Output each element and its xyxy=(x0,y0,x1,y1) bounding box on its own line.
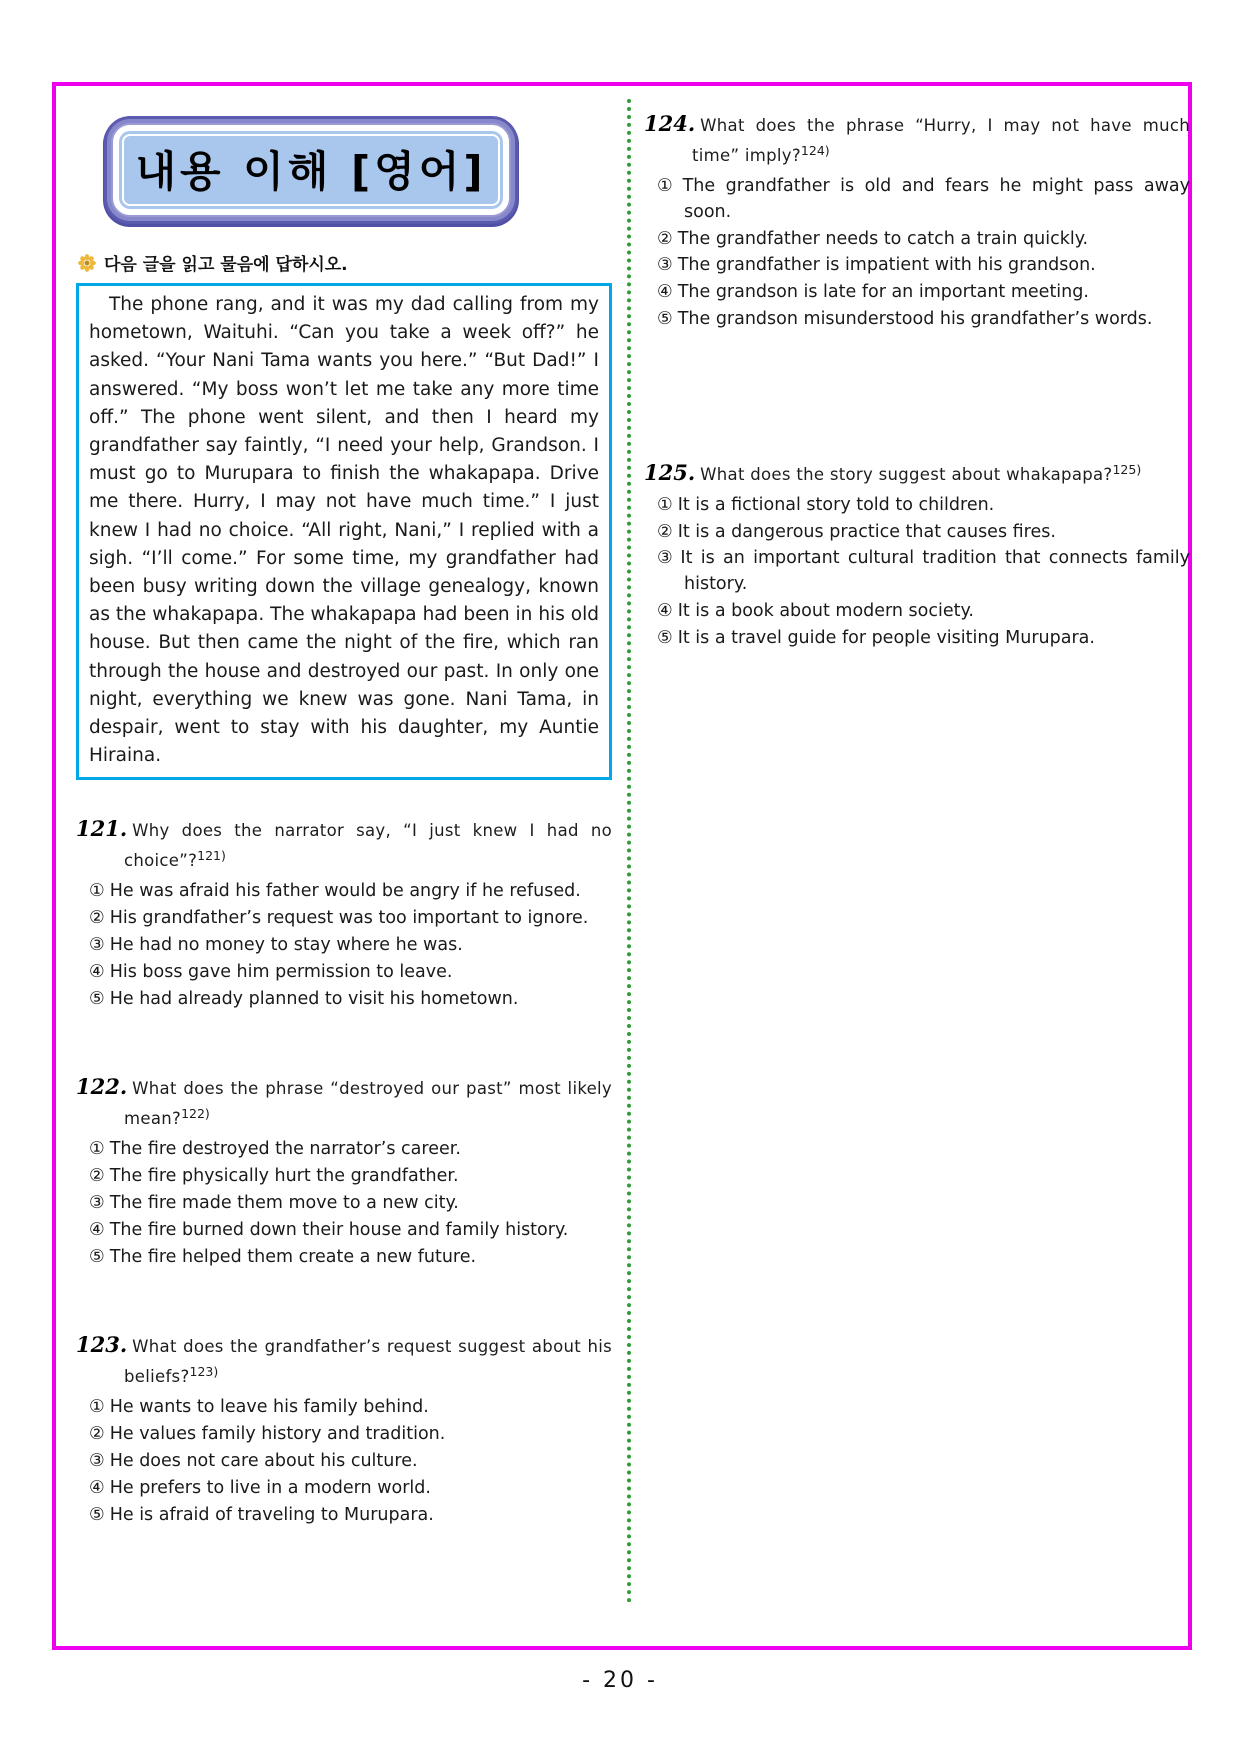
option-marker: ④ xyxy=(657,600,673,621)
question-121-options xyxy=(76,879,612,1012)
option-marker: ② xyxy=(657,521,673,542)
option-text: His grandfather’s request was too important to ignore. xyxy=(109,908,589,929)
title-box-fill xyxy=(117,129,505,211)
question-text: What does the phrase “Hurry, I may not have much time” imply? xyxy=(692,116,1190,165)
option-marker: ⑤ xyxy=(89,1246,105,1267)
option-text: The fire destroyed the narrator’s career. xyxy=(109,1139,461,1160)
question-125 xyxy=(644,457,1190,652)
option-1 xyxy=(76,879,612,905)
option-4 xyxy=(76,1218,612,1244)
passage-box xyxy=(76,283,612,780)
question-number: 124. xyxy=(644,111,696,136)
question-122 xyxy=(76,1074,612,1270)
option-text: He had no money to stay where he was. xyxy=(109,935,463,956)
option-3 xyxy=(76,1449,612,1475)
option-text: He values family history and tradition. xyxy=(109,1424,446,1445)
footnote-ref: 124) xyxy=(800,143,830,158)
page-title: 내용 이해 [영어] xyxy=(135,147,487,196)
option-marker: ④ xyxy=(89,961,105,982)
option-2 xyxy=(644,227,1190,253)
question-123 xyxy=(76,1332,612,1528)
option-text: It is an important cultural tradition that connects family history. xyxy=(680,548,1190,595)
option-marker: ③ xyxy=(657,548,676,569)
footnote-ref: 125) xyxy=(1112,461,1142,477)
option-2 xyxy=(76,1422,612,1448)
option-marker: ④ xyxy=(89,1219,105,1240)
footnote-ref: 121) xyxy=(197,848,226,864)
question-text: What does the phrase “destroyed our past” most likely mean? xyxy=(124,1079,612,1129)
option-marker: ① xyxy=(89,1139,105,1160)
option-3 xyxy=(644,546,1190,598)
option-1 xyxy=(644,174,1190,226)
option-4 xyxy=(644,599,1190,625)
option-1 xyxy=(76,1395,612,1421)
title-box-inner-border xyxy=(111,123,511,217)
question-123-options xyxy=(76,1395,612,1528)
option-marker: ⑤ xyxy=(89,1504,105,1525)
question-number: 123. xyxy=(76,1332,128,1358)
question-125-header xyxy=(644,457,1190,487)
instruction-row xyxy=(78,250,612,275)
option-text: It is a book about modern society. xyxy=(677,600,974,621)
question-125-options xyxy=(644,493,1190,652)
option-text: It is a fictional story told to children. xyxy=(677,494,995,515)
option-marker: ② xyxy=(89,1424,105,1445)
option-5 xyxy=(76,1245,612,1271)
option-3 xyxy=(76,933,612,959)
option-text: It is a dangerous practice that causes fires. xyxy=(677,521,1056,542)
question-text: What does the story suggest about whakapapa? xyxy=(700,464,1113,484)
question-124-header xyxy=(644,111,1190,168)
question-123-header xyxy=(76,1332,612,1389)
question-124-options xyxy=(644,174,1190,333)
option-4 xyxy=(644,280,1190,306)
option-text: He prefers to live in a modern world. xyxy=(109,1477,431,1498)
option-marker: ④ xyxy=(89,1477,105,1498)
option-marker: ⑤ xyxy=(657,308,673,329)
option-5 xyxy=(76,1503,612,1529)
option-text: The grandson misunderstood his grandfather’s words. xyxy=(677,308,1153,329)
option-2 xyxy=(76,906,612,932)
option-text: The grandfather is old and fears he might pass away soon. xyxy=(682,176,1190,222)
option-marker: ① xyxy=(89,881,105,902)
passage-text: The phone rang, and it was my dad calling from my hometown, Waituhi. “Can you take a week off?” he asked. “Your Nani Tama wants you here.” “But Dad!” I answered. “My boss won’t let me take any more time off.” The phone went silent, and then I heard my grandfather say faintly, “I need your help, Grandson. I must go to Murupara to finish the whakapapa. Drive me there. Hurry, I may not have much time.” I just knew I had no choice. “All right, Nani,” I replied with a sigh. “I’ll come.” For some time, my grandfather had been busy writing down the village genealogy, known as the whakapapa. The whakapapa had been in his old house. But then came the night of the fire, which ran through the house and destroyed our past. In only one night, everything we knew was gone. Nani Tama, in despair, went to stay with his daughter, my Auntie Hiraina. xyxy=(89,294,599,767)
instruction-text: 다음 글을 읽고 물음에 답하시오. xyxy=(104,255,348,275)
option-marker: ④ xyxy=(657,282,673,303)
option-text: His boss gave him permission to leave. xyxy=(109,961,453,982)
option-1 xyxy=(76,1137,612,1163)
option-text: The fire helped them create a new future. xyxy=(109,1246,477,1267)
option-text: He wants to leave his family behind. xyxy=(109,1397,429,1418)
option-5 xyxy=(644,626,1190,652)
option-marker: ⑤ xyxy=(657,627,673,648)
option-text: The fire made them move to a new city. xyxy=(109,1193,459,1214)
option-marker: ① xyxy=(89,1397,105,1418)
option-3 xyxy=(644,253,1190,279)
footnote-ref: 123) xyxy=(189,1364,219,1380)
option-1 xyxy=(644,493,1190,519)
option-marker: ② xyxy=(89,1166,105,1187)
option-text: The fire physically hurt the grandfather. xyxy=(109,1166,459,1187)
option-5 xyxy=(644,307,1190,333)
option-marker: ① xyxy=(657,494,673,515)
question-text: Why does the narrator say, “I just knew I had no choice”? xyxy=(124,821,612,871)
option-text: The grandfather needs to catch a train quickly. xyxy=(677,228,1089,249)
question-122-options xyxy=(76,1137,612,1270)
option-text: He is afraid of traveling to Murupara. xyxy=(109,1504,434,1525)
question-121 xyxy=(76,816,612,1012)
option-4 xyxy=(76,1476,612,1502)
column-divider xyxy=(627,99,631,1604)
option-text: The grandfather is impatient with his grandson. xyxy=(677,255,1096,276)
question-number: 121. xyxy=(76,816,128,842)
question-number: 122. xyxy=(76,1074,128,1100)
option-marker: ② xyxy=(657,228,673,249)
option-4 xyxy=(76,960,612,986)
option-text: He was afraid his father would be angry if he refused. xyxy=(109,881,581,902)
option-text: It is a travel guide for people visiting Murupara. xyxy=(677,627,1095,648)
question-121-header xyxy=(76,816,612,873)
title-box xyxy=(104,116,518,224)
option-5 xyxy=(76,987,612,1013)
option-marker: ② xyxy=(89,908,105,929)
right-column xyxy=(644,99,1190,653)
option-marker: ③ xyxy=(89,1451,105,1472)
footnote-ref: 122) xyxy=(181,1106,210,1122)
page-number: - 20 - xyxy=(582,1668,658,1693)
option-marker: ③ xyxy=(89,1193,105,1214)
question-122-header xyxy=(76,1074,612,1131)
question-number: 125. xyxy=(644,459,696,485)
option-marker: ③ xyxy=(89,935,105,956)
page-border-frame xyxy=(52,82,1192,1650)
option-3 xyxy=(76,1191,612,1217)
option-2 xyxy=(644,520,1190,546)
option-marker: ⑤ xyxy=(89,988,105,1009)
option-text: He does not care about his culture. xyxy=(109,1451,418,1472)
option-text: He had already planned to visit his hometown. xyxy=(109,988,519,1009)
option-marker: ③ xyxy=(657,255,673,276)
option-text: The grandson is late for an important meeting. xyxy=(677,282,1089,303)
flower-icon xyxy=(78,254,96,272)
option-text: The fire burned down their house and family history. xyxy=(109,1219,569,1240)
left-column xyxy=(76,104,612,1529)
question-text: What does the grandfather’s request suggest about his beliefs? xyxy=(124,1337,612,1387)
option-2 xyxy=(76,1164,612,1190)
question-124 xyxy=(644,111,1190,333)
option-marker: ① xyxy=(657,176,678,196)
